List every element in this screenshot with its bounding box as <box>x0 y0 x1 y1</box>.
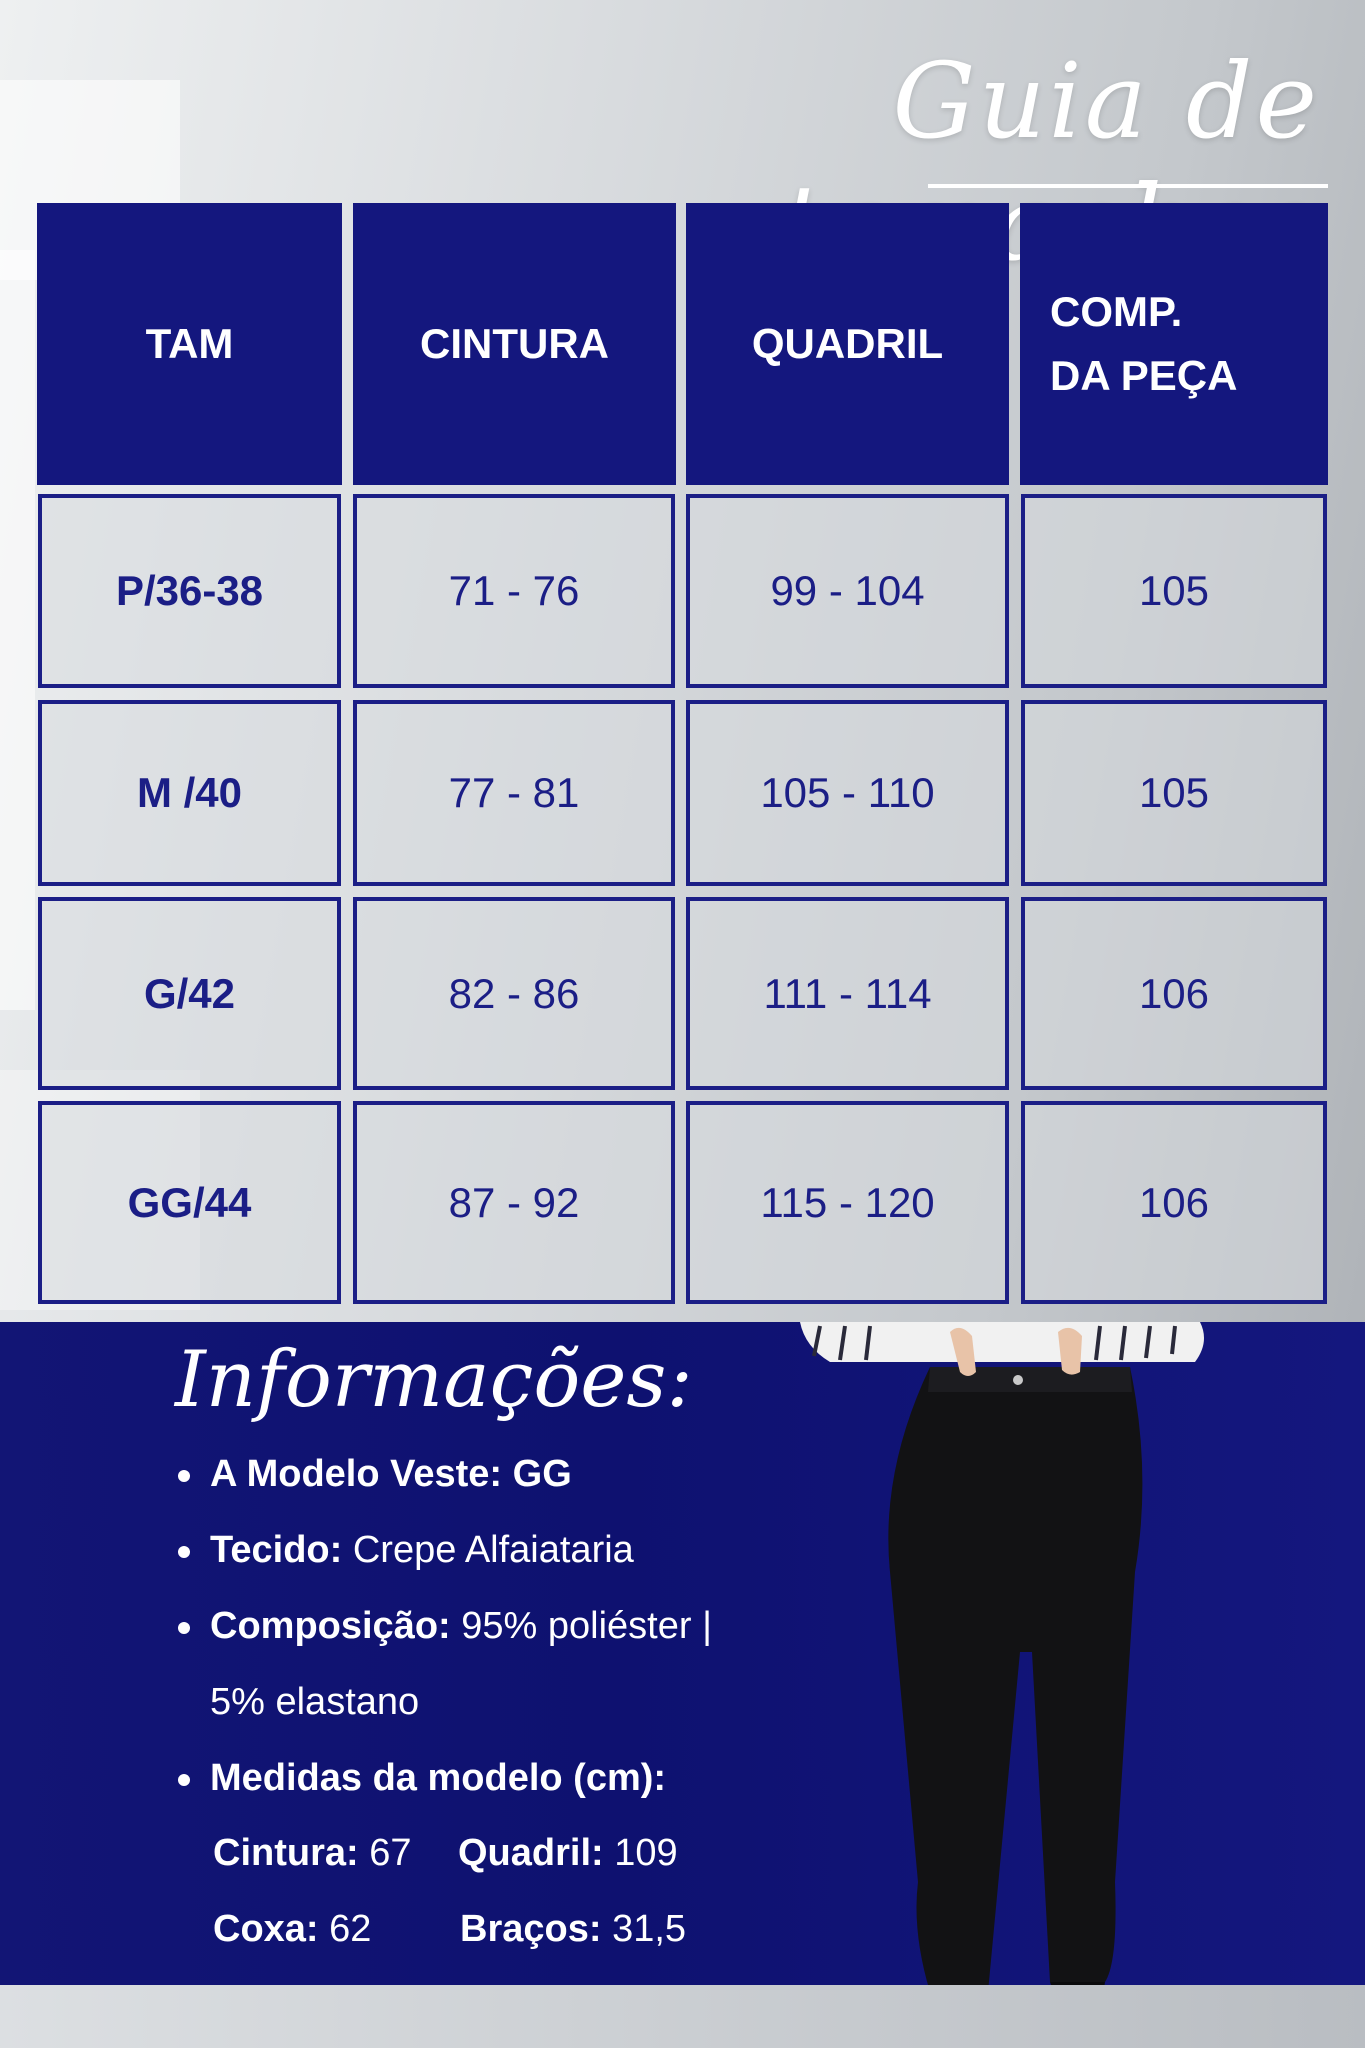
info-coxa: Coxa: 62 <box>213 1908 372 1950</box>
cell-quadril: 105 - 110 <box>686 700 1009 886</box>
bullet-icon <box>178 1622 190 1634</box>
bullet-icon <box>178 1546 190 1558</box>
cell-quadril: 99 - 104 <box>686 494 1009 688</box>
cell-size: GG/44 <box>38 1101 341 1304</box>
header-tam: TAM <box>37 203 342 485</box>
cell-cintura: 77 - 81 <box>353 700 675 886</box>
info-composicao-cont: 5% elastano <box>210 1681 420 1723</box>
bullet-icon <box>178 1774 190 1786</box>
info-title: Informações: <box>175 1335 693 1425</box>
info-composicao: Composição: 95% poliéster | <box>210 1605 712 1647</box>
model-pants-image <box>800 1322 1220 2048</box>
cell-size: M /40 <box>38 700 341 886</box>
cell-cintura: 71 - 76 <box>353 494 675 688</box>
cell-comp: 105 <box>1021 700 1327 886</box>
info-modelo: A Modelo Veste: GG <box>210 1453 572 1495</box>
cell-cintura: 87 - 92 <box>353 1101 675 1304</box>
cell-size: P/36-38 <box>38 494 341 688</box>
info-bracos: Braços: 31,5 <box>460 1908 687 1950</box>
bottom-strip <box>0 1985 1365 2048</box>
header-cintura: CINTURA <box>353 203 676 485</box>
header-comp: COMP. DA PEÇA <box>1020 203 1328 485</box>
cell-quadril: 115 - 120 <box>686 1101 1009 1304</box>
info-cintura: Cintura: 67 <box>213 1832 412 1874</box>
cell-cintura: 82 - 86 <box>353 897 675 1090</box>
info-tecido: Tecido: Crepe Alfaiataria <box>210 1529 634 1571</box>
title-underline <box>928 184 1328 188</box>
background-shape <box>0 250 35 1010</box>
cell-size: G/42 <box>38 897 341 1090</box>
page-title: Guia de <box>892 40 1320 162</box>
header-quadril: QUADRIL <box>686 203 1009 485</box>
cell-quadril: 111 - 114 <box>686 897 1009 1090</box>
cell-comp: 106 <box>1021 1101 1327 1304</box>
cell-comp: 106 <box>1021 897 1327 1090</box>
cell-comp: 105 <box>1021 494 1327 688</box>
info-quadril: Quadril: 109 <box>458 1832 678 1874</box>
info-medidas: Medidas da modelo (cm): <box>210 1757 667 1799</box>
bullet-icon <box>178 1470 190 1482</box>
